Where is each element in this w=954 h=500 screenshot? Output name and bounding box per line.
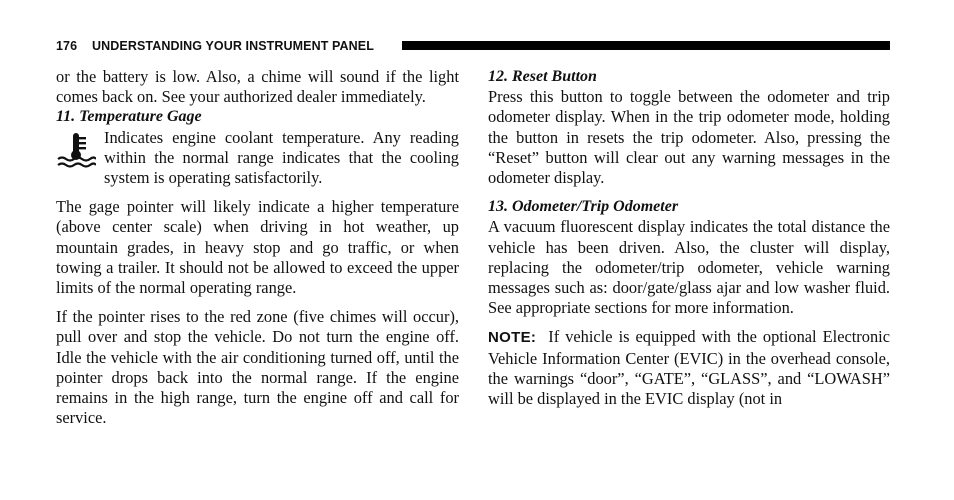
odometer-heading: 13. Odometer/Trip Odometer: [488, 198, 679, 216]
temperature-gage-paragraph-1: The gage pointer will likely indicate a higher temperature (above center scale) when driving in hot weather, up mountain grades, in heavy stop and go traffic, or when towing a trailer. It should not be allowed to exceed the upper limits of the normal operating range.: [56, 197, 459, 298]
note-label: NOTE:: [488, 329, 537, 347]
note-paragraph: [488, 327, 890, 409]
engine-coolant-temperature-icon: [56, 132, 96, 173]
section-title: UNDERSTANDING YOUR INSTRUMENT PANEL: [92, 39, 374, 53]
reset-button-heading: 12. Reset Button: [488, 68, 597, 85]
temperature-gage-paragraph-2: If the pointer rises to the red zone (five chimes will occur), pull over and stop the vehicle. Do not turn the engine off. Idle the vehicle with the air conditioning turned off, until the pointer drops back into the normal range. If the engine remains in the high range, turn the engine off and call for service.: [56, 307, 459, 428]
odometer-paragraph: A vacuum fluorescent display indicates the total distance the vehicle has been driven. Also, the cluster will display, replacing the odometer/trip odometer, vehicle warning messages such as: door/gate/glass ajar and low washer fluid. See appropriate sections for more information.: [488, 217, 890, 318]
temperature-gage-description: Indicates engine coolant temperature. Any reading within the normal range indicates that the cooling system is operating satisfactorily.: [104, 127, 459, 188]
page-header: [56, 38, 890, 54]
right-column: [488, 67, 890, 409]
temperature-gage-icon-block: [56, 128, 459, 189]
page-number: 176: [56, 39, 78, 53]
header-rule: [402, 41, 890, 50]
note-text: If vehicle is equipped with the optional Electronic Vehicle Information Center (EVIC) in the overhead console, the warnings “door”, “GATE”, “GLASS”, and “LOWASH” will be displayed in the EVIC display (not in: [488, 327, 890, 409]
intro-paragraph: or the battery is low. Also, a chime will sound if the light comes back on. See your authorized dealer immediately.: [56, 67, 459, 107]
left-column: [56, 67, 459, 428]
reset-button-paragraph: Press this button to toggle between the odometer and trip odometer display. When in the trip odometer mode, holding the button in resets the trip odometer. Also, pressing the “Reset” button will clear out any warning messages in the odometer display.: [488, 87, 890, 188]
temperature-gage-heading: 11. Temperature Gage: [56, 108, 202, 126]
